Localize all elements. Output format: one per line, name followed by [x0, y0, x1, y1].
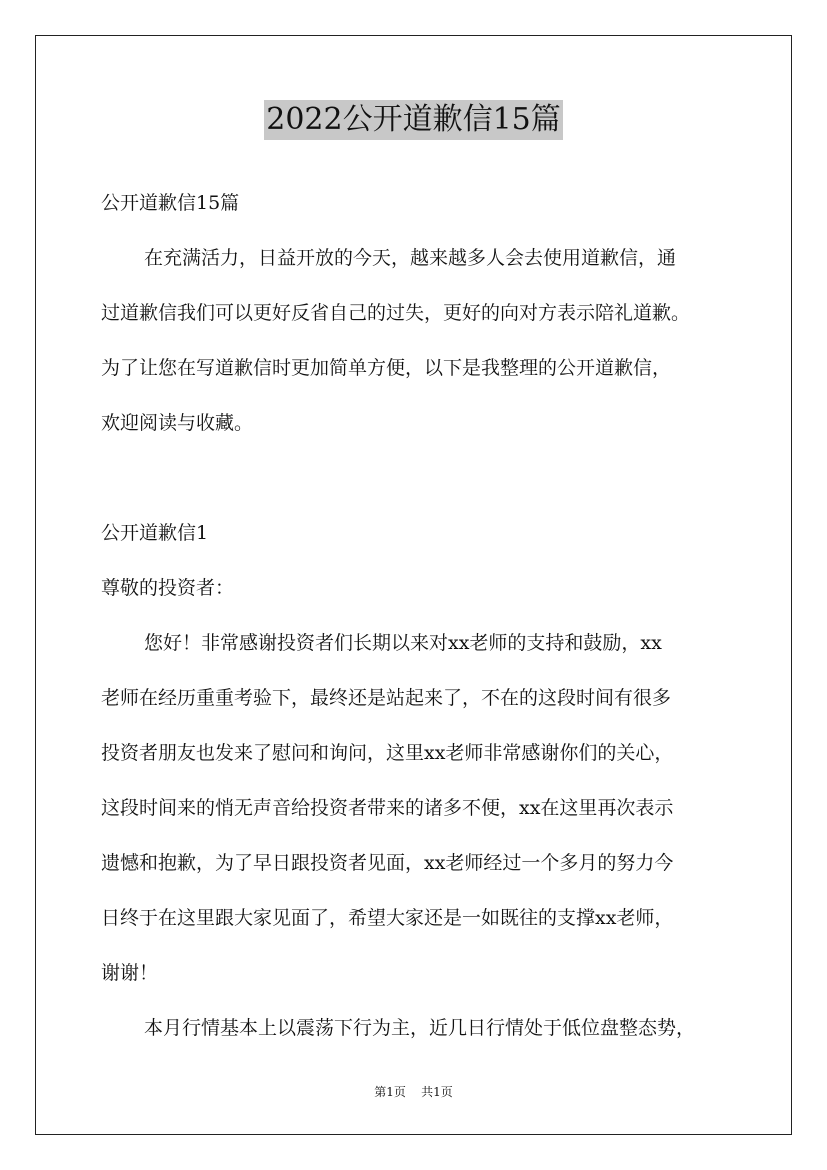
- intro-line-1: 在充满活力，日益开放的今天，越来越多人会去使用道歉信，通: [144, 247, 677, 269]
- intro-line-3: 为了让您在写道歉信时更加简单方便，以下是我整理的公开道歉信，: [101, 357, 672, 379]
- page-footer: [0, 1084, 827, 1100]
- intro-line-4: 欢迎阅读与收藏。: [101, 412, 254, 434]
- subtitle-line: 公开道歉信15篇: [101, 192, 240, 214]
- letter-line-1: 您好！非常感谢投资者们长期以来对xx老师的支持和鼓励，xx: [144, 632, 662, 654]
- letter-line-5: 遗憾和抱歉，为了早日跟投资者见面，xx老师经过一个多月的努力今: [101, 852, 674, 874]
- letter-line-2: 老师在经历重重考验下，最终还是站起来了，不在的这段时间有很多: [101, 687, 672, 709]
- letter-line-7: 谢谢！: [101, 962, 159, 984]
- document-title: 2022公开道歉信15篇: [264, 100, 563, 140]
- paragraph-gap: [101, 451, 741, 506]
- title-container: [0, 100, 827, 140]
- letter-line-6: 日终于在这里跟大家见面了，希望大家还是一如既往的支撑xx老师，: [101, 907, 674, 929]
- letter-line-8: 本月行情基本上以震荡下行为主，近几日行情处于低位盘整态势，: [144, 1017, 696, 1039]
- letter-line-3: 投资者朋友也发来了慰问和询问，这里xx老师非常感谢你们的关心，: [101, 742, 674, 764]
- section-heading: 公开道歉信1: [101, 522, 209, 544]
- total-pages: 共1页: [421, 1085, 453, 1099]
- letter-line-4: 这段时间来的悄无声音给投资者带来的诸多不便，xx在这里再次表示: [101, 797, 674, 819]
- intro-line-2: 过道歉信我们可以更好反省自己的过失，更好的向对方表示陪礼道歉。: [101, 302, 691, 324]
- document-body: [101, 176, 741, 1056]
- page-number: 第1页: [374, 1085, 406, 1099]
- salutation: 尊敬的投资者：: [101, 577, 235, 599]
